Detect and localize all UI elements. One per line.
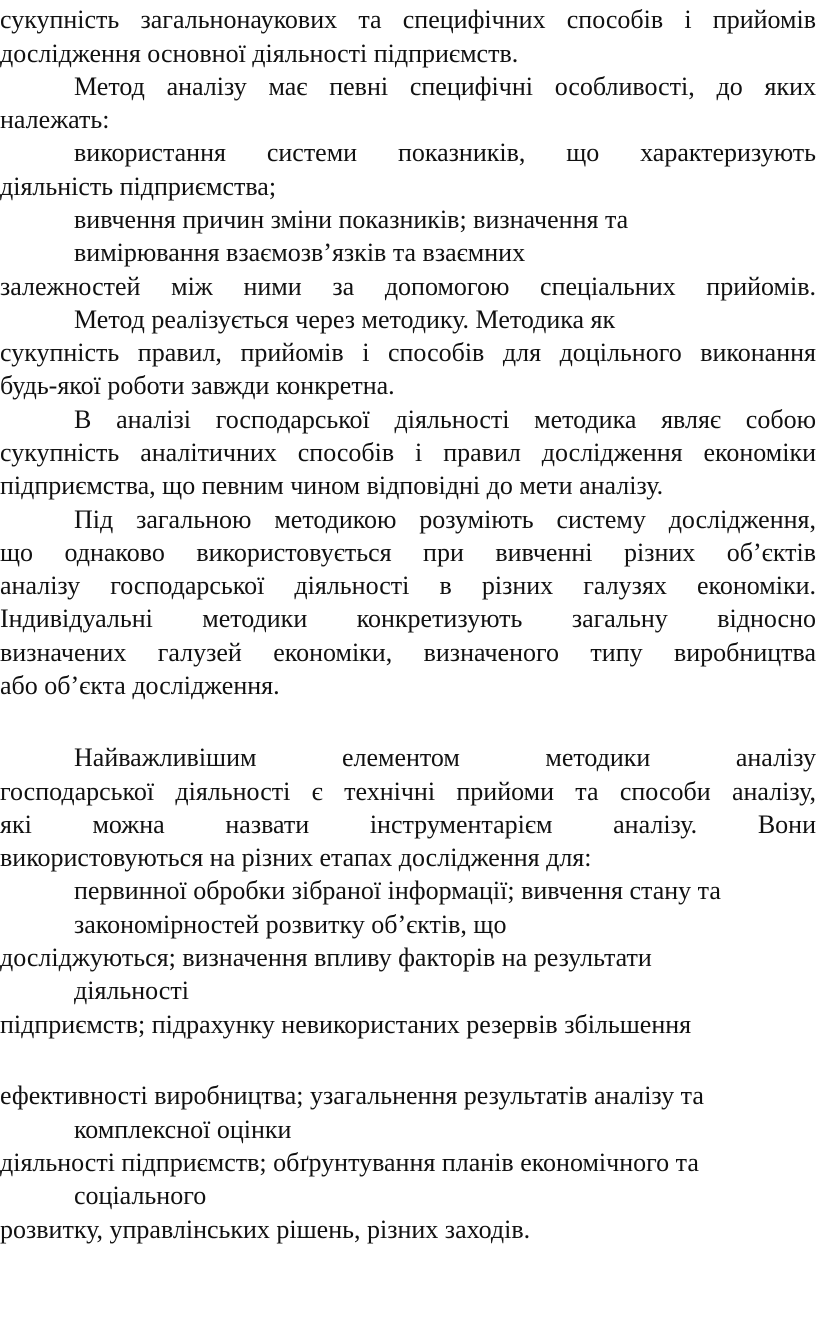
text-line: що однаково використовується при вивченні різних об’єктів: [0, 538, 816, 567]
text-line: Метод реалізується через методику. Методика як: [74, 305, 616, 334]
text-line: визначених галузей економіки, визначеного типу виробництва: [0, 638, 816, 667]
text-line: вивчення причин зміни показників; визначення та: [74, 205, 629, 234]
text-line: сукупність аналітичних способів і правил дослідження економіки: [0, 438, 816, 467]
text-line: Найважливішим елементом методики аналізу: [74, 743, 816, 772]
text-line: діяльність підприємства;: [0, 172, 277, 201]
text-line: господарської діяльності є технічні прийоми та способи аналізу,: [0, 777, 816, 806]
text-line: соціального: [74, 1181, 207, 1210]
text-line: первинної обробки зібраної інформації; вивчення стану та: [74, 876, 721, 905]
text-line: дослідження основної діяльності підприємств.: [0, 39, 519, 68]
text-line: діяльності: [74, 976, 189, 1005]
text-line: вимірювання взаємозв’язків та взаємних: [74, 238, 526, 267]
text-line: Під загальною методикою розуміють систему дослідження,: [74, 505, 816, 534]
text-line: сукупність правил, прийомів і способів для доцільного виконання: [0, 338, 816, 367]
text-line: будь-якої роботи завжди конкретна.: [0, 371, 395, 400]
text-line: використання системи показників, що характеризують: [74, 138, 816, 167]
text-line: діяльності підприємств; обґрунтування планів економічного та: [0, 1148, 699, 1177]
text-line: підприємства, що певним чином відповідні до мети аналізу.: [0, 471, 664, 500]
text-line: належать:: [0, 105, 110, 134]
text-line: або об’єкта дослідження.: [0, 671, 280, 700]
text-line: залежностей між ними за допомогою спеціальних прийомів.: [0, 272, 816, 301]
text-line: використовуються на різних етапах дослідження для:: [0, 843, 592, 872]
text-line: підприємств; підрахунку невикористаних резервів збільшення: [0, 1010, 692, 1039]
text-line: Метод аналізу має певні специфічні особливості, до яких: [74, 72, 816, 101]
text-line: закономірностей розвитку об’єктів, що: [74, 910, 507, 939]
text-line: сукупність загальнонаукових та специфічних способів і прийомів: [0, 5, 816, 34]
text-line: Індивідуальні методики конкретизують загальну відносно: [0, 604, 816, 633]
text-line: досліджуються; визначення впливу факторів на результати: [0, 943, 652, 972]
text-line: розвитку, управлінських рішень, різних заходів.: [0, 1215, 531, 1244]
text-line: ефективності виробництва; узагальнення результатів аналізу та: [0, 1081, 704, 1110]
text-line: комплексної оцінки: [74, 1115, 292, 1144]
text-line: які можна назвати інструментарієм аналізу. Вони: [0, 810, 816, 839]
text-line: В аналізі господарської діяльності методика являє собою: [74, 405, 816, 434]
text-line: аналізу господарської діяльності в різних галузях економіки.: [0, 571, 816, 600]
